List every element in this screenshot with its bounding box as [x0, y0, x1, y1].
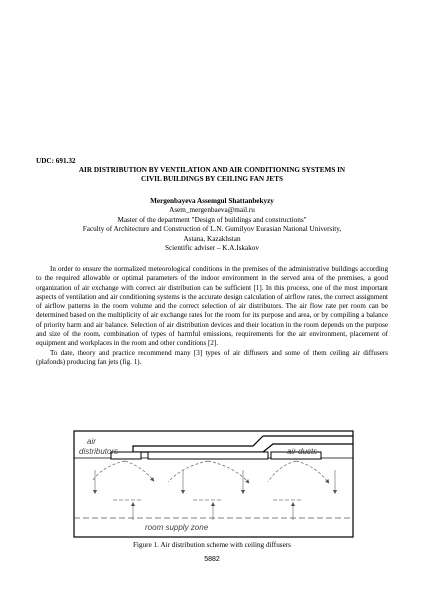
jet-left: [93, 461, 153, 480]
air-duct: [133, 436, 353, 452]
jet-right: [268, 461, 328, 482]
label-room-supply-zone: room supply zone: [145, 523, 209, 532]
jet-center: [168, 461, 248, 482]
title-line-2: CIVIL BUILDINGS BY CEILING FAN JETS: [141, 175, 283, 184]
udc-code: UDC: 691.32: [36, 157, 76, 165]
author-email: Asem_mergenbaeva@mail.ru: [169, 206, 255, 215]
paragraph-2: To date, theory and practice recommend many [3] types of air diffusers and some of them ceiling air diffusers (plafonds) producing fan jets (fig. 1).: [36, 348, 388, 366]
scientific-adviser: Scientific adviser – K.A.Iskakov: [164, 244, 259, 253]
title-line-1: AIR DISTRIBUTION BY VENTILATION AND AIR CONDITIONING SYSTEMS IN: [78, 166, 346, 174]
author-name: Mergenbayeva Assemgul Shattanbekyzy: [150, 197, 274, 205]
page-number: 5882: [204, 556, 220, 563]
author-block: [36, 197, 388, 253]
paper-title: [36, 166, 388, 184]
author-location: Astana, Kazakhstan: [183, 234, 241, 243]
figure-caption: Figure 1. Air distribution scheme with ceiling diffusers: [133, 541, 291, 549]
author-position: Master of the department "Design of buildings and constructions": [117, 215, 307, 224]
body-text: [36, 265, 388, 367]
label-air: air: [87, 437, 96, 446]
figure-air-distribution: [73, 430, 354, 538]
label-air-ducts: air ducts: [287, 447, 318, 456]
air-distribution-diagram: [73, 430, 354, 538]
diffuser-center: [148, 452, 268, 459]
paragraph-1: In order to ensure the normalized meteorological conditions in the premises of the administrative buildings according to the required allowable or optimal parameters of the indoor environment in the served area of the premises, a good organization of air exchange with correct air distribution can be sufficient [1]. In this process, one of the most important aspects of ventilation and air conditioning systems is the accurate design calculation of airflow rates, the correct assignment of airflow patterns in the room volume and the correct selection of air distributors. The air flow rate per room can be determined based on the multiplicity of air exchange rates for the room for its purpose and area, or by compiling a balance of priority harm and air balance. Selection of air distribution devices and their location in the room depends on the purpose and size of the room, combination of types of harmful emissions, requirements for the air environment, placement of equipment and workplaces in the room and other conditions [2].: [36, 265, 388, 348]
author-affiliation: Faculty of Architecture and Construction of L.N. Gumilyov Eurasian National University,: [82, 225, 342, 234]
label-distributors: distributors: [79, 447, 119, 456]
